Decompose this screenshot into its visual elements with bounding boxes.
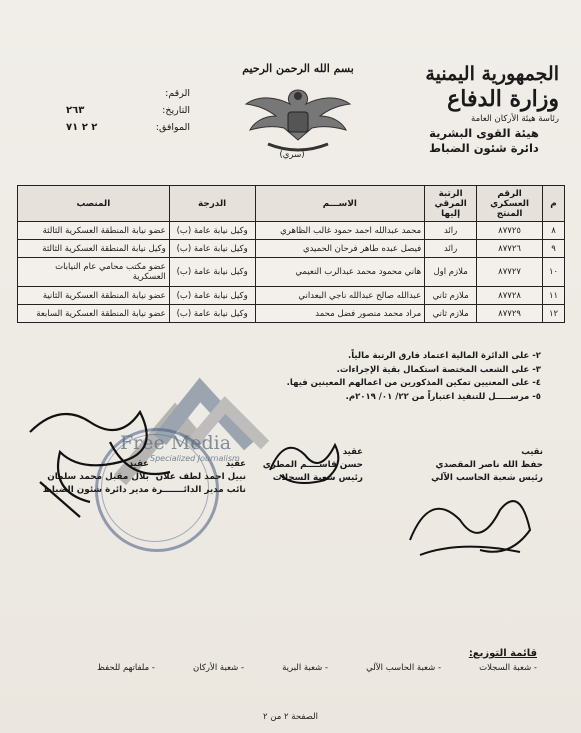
serial-cell: ٩ xyxy=(543,240,565,258)
header-cell: الدرجة xyxy=(169,186,255,222)
chief-of-staff: رئاسة هيئة الأركان العامة xyxy=(471,114,559,124)
table-row xyxy=(18,287,565,305)
grade-cell: وكيل نيابة عامة (ب) xyxy=(169,222,255,240)
distribution-item: - شعبة الأركان xyxy=(193,663,245,673)
instruction-item: ٣- على الشعب المختصة استكمال بقية الإجراءات. xyxy=(336,364,541,375)
distribution-item: - شعبة السجلات xyxy=(479,663,537,673)
reference-label: الرقم: xyxy=(165,88,190,99)
corresponding-label: الموافق: xyxy=(155,122,190,133)
classification-label: (سري) xyxy=(279,150,305,160)
table-row xyxy=(18,258,565,287)
distribution-item: - شعبة الحاسب الآلي xyxy=(366,663,442,673)
reference-row xyxy=(60,85,190,102)
name-cell: محمد عبدالله احمد حمود غالب الظاهري xyxy=(255,222,425,240)
serial-cell: ٨ xyxy=(543,222,565,240)
signatory-name: نبيل احمد لطف علان xyxy=(155,472,246,482)
position-cell: عضو نيابة المنطقة العسكرية السابعة xyxy=(18,305,170,323)
corresponding-value: ٢ ٢ ٧١ xyxy=(66,122,98,133)
serial-cell: ١١ xyxy=(543,287,565,305)
rank-cell: رائد xyxy=(425,240,477,258)
header-cell: الاســـم xyxy=(255,186,425,222)
corresponding-row xyxy=(60,119,190,136)
signatory-rank: عقيد xyxy=(225,459,246,469)
serial-cell: ١٢ xyxy=(543,305,565,323)
name-cell: هاني محمود محمد عبدالرب النعيمي xyxy=(255,258,425,287)
header-cell: م xyxy=(543,186,565,222)
handwritten-signature-director xyxy=(20,392,180,522)
watermark-tagline: Specialized Journalism xyxy=(150,454,240,463)
name-cell: فيصل عبده طاهر فرحان الحميدي xyxy=(255,240,425,258)
signatory-rank: عقيد xyxy=(342,447,363,457)
grade-cell: وكيل نيابة عامة (ب) xyxy=(169,258,255,287)
header-cell: المنصب xyxy=(18,186,170,222)
instruction-item: ٤- على المعنيين تمكين المذكورين من اعمالهم المعينين فيها. xyxy=(286,378,541,389)
position-cell: وكيل نيابة المنطقة العسكرية الثالثة xyxy=(18,240,170,258)
rank-cell: رائد xyxy=(425,222,477,240)
eagle-emblem-icon xyxy=(238,80,358,160)
military-number-cell: ٨٧٧٢٨ xyxy=(477,287,543,305)
republic-name: الجمهورية اليمنية xyxy=(425,63,559,85)
military-number-cell: ٨٧٧٢٥ xyxy=(477,222,543,240)
distribution-title: قائمة التوزيع: xyxy=(468,648,537,659)
rank-cell: ملازم ثاني xyxy=(425,305,477,323)
watermark-brand: Free Media xyxy=(120,432,232,454)
date-label: التاريخ: xyxy=(162,105,190,116)
handwritten-signature-records xyxy=(265,430,350,490)
distribution-item: - ملفاتهم للحفظ xyxy=(97,663,155,673)
signatory-name: بلال مقبل محمد سلمان xyxy=(47,472,149,482)
military-number-cell: ٨٧٧٢٧ xyxy=(477,258,543,287)
signatory-title: مدير دائرة شئون الضباط xyxy=(42,485,149,495)
directorate-name: دائرة شئون الضباط xyxy=(429,141,539,155)
signatory-title: رئيس شعبة السجلات xyxy=(272,473,363,483)
position-cell: عضو نيابة المنطقة العسكرية الثانية xyxy=(18,287,170,305)
instruction-item: ٥- مرســـــل للتنفيذ اعتباراً من ٢٢/ ٠١/ ٢٠١٩م. xyxy=(345,391,541,402)
table-row xyxy=(18,305,565,323)
date-value: ٢٦٣ xyxy=(66,105,85,116)
header-cell: الرتبة المرقي إليها xyxy=(425,186,477,222)
rank-cell: ملازم ثاني xyxy=(425,287,477,305)
grade-cell: وكيل نيابة عامة (ب) xyxy=(169,305,255,323)
rank-cell: ملازم اول xyxy=(425,258,477,287)
handwritten-signature-computer xyxy=(400,480,540,560)
letterhead-right xyxy=(349,62,559,156)
signatory-rank: نقيب xyxy=(521,447,543,457)
signatory-name: حسن قاســــم المطري xyxy=(262,460,363,470)
name-cell: عبدالله صالح عبدالله ناجي البعداني xyxy=(255,287,425,305)
promotions-table xyxy=(17,185,565,323)
reference-block xyxy=(60,85,190,136)
ministry-name: وزارة الدفاع xyxy=(447,86,559,112)
distribution-item: - شعبة البرية xyxy=(282,663,329,673)
military-number-cell: ٨٧٧٢٩ xyxy=(477,305,543,323)
name-cell: مراد محمد منصور فضل محمد xyxy=(255,305,425,323)
header-cell: الرقم العسكري المنتج xyxy=(477,186,543,222)
military-number-cell: ٨٧٧٢٦ xyxy=(477,240,543,258)
grade-cell: وكيل نيابة عامة (ب) xyxy=(169,287,255,305)
position-cell: عضو مكتب محامي عام النيابات العسكرية xyxy=(18,258,170,287)
serial-cell: ١٠ xyxy=(543,258,565,287)
instruction-item: ٢- على الدائرة المالية اعتماد فارق الرتبة مالياً. xyxy=(348,351,541,361)
page-number: الصفحة ٢ من ٢ xyxy=(263,712,318,722)
table-row xyxy=(18,240,565,258)
signatory-title: نائب مدير الدائـــــــرة xyxy=(151,485,246,495)
distribution-list xyxy=(97,663,537,673)
authority-name: هيئة القوى البشرية xyxy=(429,126,539,140)
signatory-rank: عقيد xyxy=(128,459,149,469)
signatory-name: حفظ الله ناصر المقصدي xyxy=(435,460,543,470)
signatory-title: رئيس شعبة الحاسب الآلي xyxy=(431,473,543,483)
grade-cell: وكيل نيابة عامة (ب) xyxy=(169,240,255,258)
table-header-row xyxy=(18,186,565,222)
position-cell: عضو نيابة المنطقة العسكرية الثالثة xyxy=(18,222,170,240)
basmala: بسم الله الرحمن الرحيم xyxy=(242,62,354,75)
date-row xyxy=(60,102,190,119)
table-row xyxy=(18,222,565,240)
